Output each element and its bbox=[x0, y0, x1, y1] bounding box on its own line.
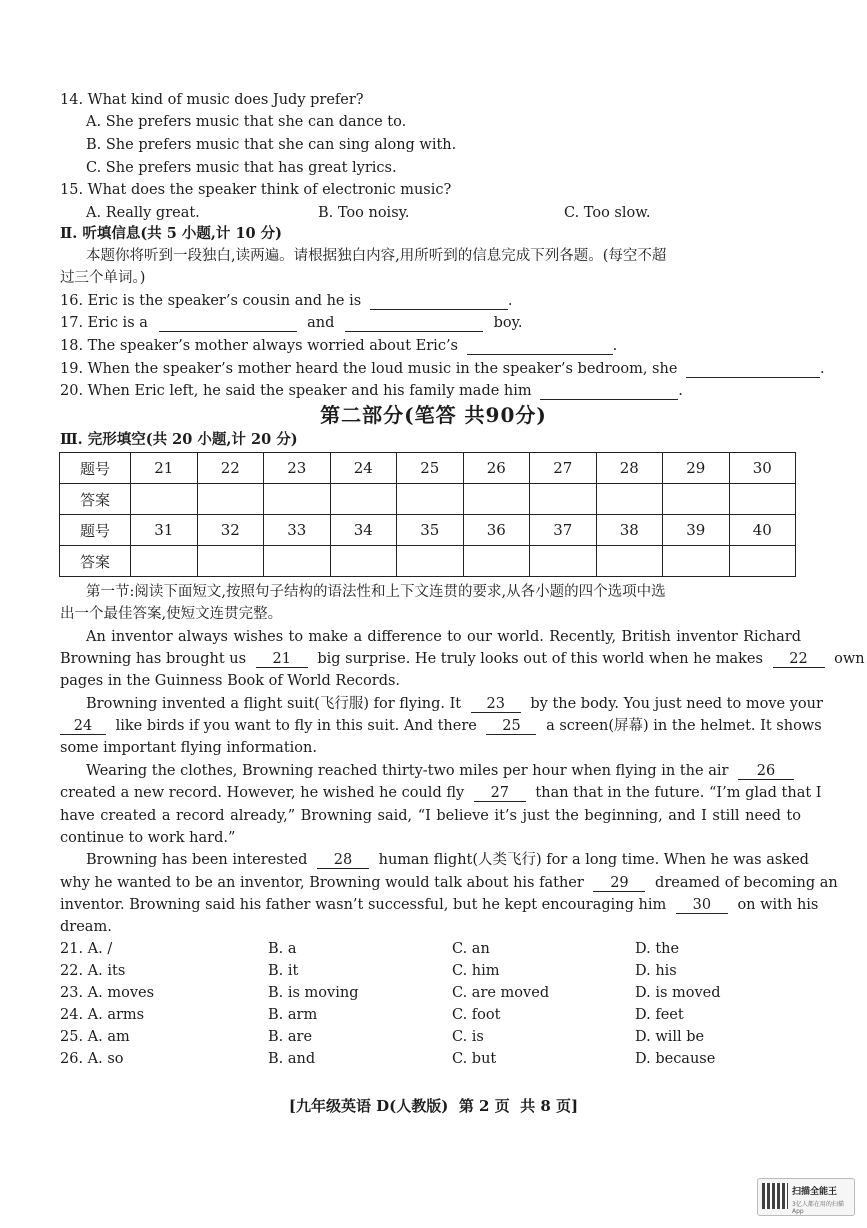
row-label-question-number: 题号 bbox=[60, 453, 131, 484]
q14-stem: 14. What kind of music does Judy prefer? bbox=[60, 92, 364, 108]
part2-title: 第二部分(笔答 共90分) bbox=[320, 403, 547, 427]
option-21-b[interactable]: B. a bbox=[268, 941, 297, 957]
option-22-b[interactable]: B. it bbox=[268, 963, 299, 979]
option-26-b[interactable]: B. and bbox=[268, 1051, 316, 1067]
question-number-cell: 37 bbox=[530, 515, 597, 546]
answer-grid bbox=[59, 452, 796, 577]
option-26-c[interactable]: C. but bbox=[452, 1051, 497, 1067]
passage-p4-line3 bbox=[60, 895, 818, 915]
question-number-cell: 29 bbox=[663, 453, 730, 484]
cloze-blank-26[interactable]: 26 bbox=[738, 763, 794, 780]
option-21-d[interactable]: D. the bbox=[635, 941, 680, 957]
answer-cell[interactable] bbox=[663, 484, 730, 515]
q16 bbox=[60, 291, 512, 311]
option-26-d[interactable]: D. because bbox=[635, 1051, 716, 1067]
question-number-cell: 39 bbox=[663, 515, 730, 546]
passage-p1-line2 bbox=[60, 649, 865, 669]
passage-text: like birds if you want to fly in this suit. And there bbox=[115, 718, 477, 734]
passage-p2-line2 bbox=[60, 716, 822, 736]
option-23-b[interactable]: B. is moving bbox=[268, 985, 359, 1001]
answer-cell[interactable] bbox=[530, 546, 597, 577]
question-number-cell: 34 bbox=[330, 515, 397, 546]
passage-p1-line3: pages in the Guinness Book of World Records. bbox=[60, 673, 401, 689]
q20-text: 20. When Eric left, he said the speaker and his family made him bbox=[60, 383, 532, 399]
cloze-blank-24[interactable]: 24 bbox=[60, 718, 106, 735]
answer-cell[interactable] bbox=[397, 484, 464, 515]
q14-option-c: C. She prefers music that has great lyrics. bbox=[86, 160, 397, 176]
passage-text: created a new record. However, he wished he could fly bbox=[60, 785, 465, 801]
passage-p2-line3: some important flying information. bbox=[60, 740, 317, 756]
question-number-cell: 38 bbox=[596, 515, 663, 546]
row-label-answer: 答案 bbox=[60, 484, 131, 515]
q17-blank-2[interactable] bbox=[345, 315, 483, 332]
cloze-blank-30[interactable]: 30 bbox=[676, 897, 728, 914]
cloze-blank-27[interactable]: 27 bbox=[474, 785, 526, 802]
answer-cell[interactable] bbox=[131, 546, 198, 577]
option-24-d[interactable]: D. feet bbox=[635, 1007, 684, 1023]
answer-cell[interactable] bbox=[264, 546, 331, 577]
passage-p3-line4: continue to work hard.” bbox=[60, 830, 236, 846]
question-number-cell: 35 bbox=[397, 515, 464, 546]
answer-cell[interactable] bbox=[330, 546, 397, 577]
cloze-blank-28[interactable]: 28 bbox=[317, 852, 369, 869]
question-number-cell: 22 bbox=[197, 453, 264, 484]
option-25-d[interactable]: D. will be bbox=[635, 1029, 705, 1045]
answer-cell[interactable] bbox=[397, 546, 464, 577]
q20-end: . bbox=[678, 383, 683, 399]
section3-heading: Ⅲ. 完形填空(共 20 小题,计 20 分) bbox=[60, 431, 298, 448]
answer-cell[interactable] bbox=[264, 484, 331, 515]
option-21-a[interactable]: 21. A. / bbox=[60, 941, 113, 957]
passage-p2-line1 bbox=[86, 694, 823, 714]
q19-blank[interactable] bbox=[686, 361, 820, 378]
q14-option-a: A. She prefers music that she can dance to. bbox=[86, 114, 407, 130]
answer-cell[interactable] bbox=[131, 484, 198, 515]
q18 bbox=[60, 336, 617, 356]
q17 bbox=[60, 313, 522, 333]
answer-cell[interactable] bbox=[596, 484, 663, 515]
page-footer: [九年级英语 D(人教版) 第 2 页 共 8 页] bbox=[288, 1097, 579, 1115]
passage-text: on with his bbox=[737, 897, 819, 913]
q15-option-c: C. Too slow. bbox=[564, 205, 651, 221]
question-number-cell: 21 bbox=[131, 453, 198, 484]
cloze-blank-25[interactable]: 25 bbox=[486, 718, 536, 735]
question-number-cell: 26 bbox=[463, 453, 530, 484]
passage-p3-line2 bbox=[60, 783, 822, 803]
q17-blank-1[interactable] bbox=[159, 315, 297, 332]
question-number-cell: 36 bbox=[463, 515, 530, 546]
q19-end: . bbox=[820, 361, 825, 377]
q15-option-b: B. Too noisy. bbox=[318, 205, 410, 221]
cloze-blank-21[interactable]: 21 bbox=[256, 651, 308, 668]
passage-p3-line3: have created a record already,” Browning said, “I believe it’s just the beginning, and I still need to bbox=[60, 808, 801, 824]
passage-text: human flight(人类飞行) for a long time. When he was asked bbox=[378, 852, 809, 868]
option-23-a[interactable]: 23. A. moves bbox=[60, 985, 155, 1001]
option-22-a[interactable]: 22. A. its bbox=[60, 963, 126, 979]
answer-cell[interactable] bbox=[729, 484, 796, 515]
answer-grid-row-numbers-1 bbox=[60, 453, 796, 484]
answer-cell[interactable] bbox=[463, 484, 530, 515]
option-23-d[interactable]: D. is moved bbox=[635, 985, 721, 1001]
cloze-blank-23[interactable]: 23 bbox=[471, 696, 521, 713]
passage-text: than that in the future. “I’m glad that I bbox=[535, 785, 822, 801]
passage-text: Browning has brought us bbox=[60, 651, 247, 667]
answer-grid-row-numbers-2 bbox=[60, 515, 796, 546]
q17-text-c: boy. bbox=[493, 315, 523, 331]
q16-blank[interactable] bbox=[370, 293, 508, 310]
option-22-d[interactable]: D. his bbox=[635, 963, 677, 979]
passage-p1-line1: An inventor always wishes to make a difference to our world. Recently, British inventor Richard bbox=[86, 629, 801, 645]
passage-p4-line4: dream. bbox=[60, 919, 112, 935]
answer-cell[interactable] bbox=[596, 546, 663, 577]
passage-text: why he wanted to be an inventor, Browning would talk about his father bbox=[60, 875, 584, 891]
answer-cell[interactable] bbox=[330, 484, 397, 515]
option-24-c[interactable]: C. foot bbox=[452, 1007, 501, 1023]
q15-option-a: A. Really great. bbox=[86, 205, 200, 221]
question-number-cell: 31 bbox=[131, 515, 198, 546]
q17-text-b: and bbox=[307, 315, 335, 331]
q17-text-a: 17. Eric is a bbox=[60, 315, 148, 331]
cloze-instruction-1: 第一节:阅读下面短文,按照句子结构的语法性和上下文连贯的要求,从各小题的四个选项中选 bbox=[86, 584, 666, 600]
cloze-instruction-2: 出一个最佳答案,使短文连贯完整。 bbox=[60, 606, 283, 622]
q14-option-b: B. She prefers music that she can sing along with. bbox=[86, 137, 457, 153]
passage-p4-line2 bbox=[60, 873, 838, 893]
answer-cell[interactable] bbox=[663, 546, 730, 577]
passage-text: Browning invented a flight suit(飞行服) for flying. It bbox=[86, 696, 462, 712]
option-25-c[interactable]: C. is bbox=[452, 1029, 484, 1045]
answer-grid-row-answers-1 bbox=[60, 484, 796, 515]
watermark-app-name: 扫描全能王 bbox=[792, 1187, 838, 1197]
option-24-a[interactable]: 24. A. arms bbox=[60, 1007, 145, 1023]
passage-p4-line1 bbox=[86, 850, 809, 870]
q15-stem: 15. What does the speaker think of electronic music? bbox=[60, 182, 452, 198]
q20-blank[interactable] bbox=[540, 383, 678, 400]
option-25-a[interactable]: 25. A. am bbox=[60, 1029, 130, 1045]
passage-text: own bbox=[834, 651, 865, 667]
answer-cell[interactable] bbox=[729, 546, 796, 577]
q18-text: 18. The speaker’s mother always worried about Eric’s bbox=[60, 338, 458, 354]
option-25-b[interactable]: B. are bbox=[268, 1029, 313, 1045]
section2-instruction-2: 过三个单词。) bbox=[60, 270, 146, 286]
section2-instruction-1: 本题你将听到一段独白,读两遍。请根据独白内容,用所听到的信息完成下列各题。(每空不超 bbox=[86, 248, 667, 264]
question-number-cell: 24 bbox=[330, 453, 397, 484]
q18-blank[interactable] bbox=[467, 338, 613, 355]
option-24-b[interactable]: B. arm bbox=[268, 1007, 318, 1023]
option-23-c[interactable]: C. are moved bbox=[452, 985, 550, 1001]
answer-grid-row-answers-2 bbox=[60, 546, 796, 577]
question-number-cell: 32 bbox=[197, 515, 264, 546]
row-label-answer: 答案 bbox=[60, 546, 131, 577]
answer-cell[interactable] bbox=[197, 546, 264, 577]
option-22-c[interactable]: C. him bbox=[452, 963, 500, 979]
q20 bbox=[60, 381, 683, 401]
passage-text: Browning has been interested bbox=[86, 852, 308, 868]
section2-heading: Ⅱ. 听填信息(共 5 小题,计 10 分) bbox=[60, 225, 283, 242]
watermark-tagline: 3亿人都在用的扫描App bbox=[792, 1201, 844, 1215]
q18-end: . bbox=[612, 338, 618, 354]
q16-text: 16. Eric is the speaker’s cousin and he is bbox=[60, 293, 362, 309]
passage-p3-line1 bbox=[86, 761, 794, 781]
passage-text: Wearing the clothes, Browning reached thirty-two miles per hour when flying in the air bbox=[86, 763, 729, 779]
passage-text: a screen(屏幕) in the helmet. It shows bbox=[546, 718, 822, 734]
question-number-cell: 33 bbox=[264, 515, 331, 546]
question-number-cell: 30 bbox=[729, 453, 796, 484]
passage-text: inventor. Browning said his father wasn’t successful, but he kept encouraging him bbox=[60, 897, 667, 913]
q16-end: . bbox=[507, 293, 513, 309]
cloze-blank-22[interactable]: 22 bbox=[773, 651, 825, 668]
q19 bbox=[60, 359, 825, 379]
answer-cell[interactable] bbox=[463, 546, 530, 577]
answer-cell[interactable] bbox=[197, 484, 264, 515]
option-26-a[interactable]: 26. A. so bbox=[60, 1051, 124, 1067]
question-number-cell: 23 bbox=[264, 453, 331, 484]
row-label-question-number: 题号 bbox=[60, 515, 131, 546]
option-21-c[interactable]: C. an bbox=[452, 941, 490, 957]
question-number-cell: 28 bbox=[596, 453, 663, 484]
answer-cell[interactable] bbox=[530, 484, 597, 515]
cloze-blank-29[interactable]: 29 bbox=[593, 875, 645, 892]
scanner-watermark bbox=[757, 1178, 855, 1216]
passage-text: by the body. You just need to move your bbox=[530, 696, 823, 712]
qr-code-icon bbox=[762, 1183, 788, 1209]
passage-text: dreamed of becoming an bbox=[655, 875, 838, 891]
q19-text: 19. When the speaker’s mother heard the loud music in the speaker’s bedroom, she bbox=[60, 361, 678, 377]
passage-text: big surprise. He truly looks out of this world when he makes bbox=[317, 651, 763, 667]
question-number-cell: 25 bbox=[397, 453, 464, 484]
question-number-cell: 40 bbox=[729, 515, 796, 546]
question-number-cell: 27 bbox=[530, 453, 597, 484]
